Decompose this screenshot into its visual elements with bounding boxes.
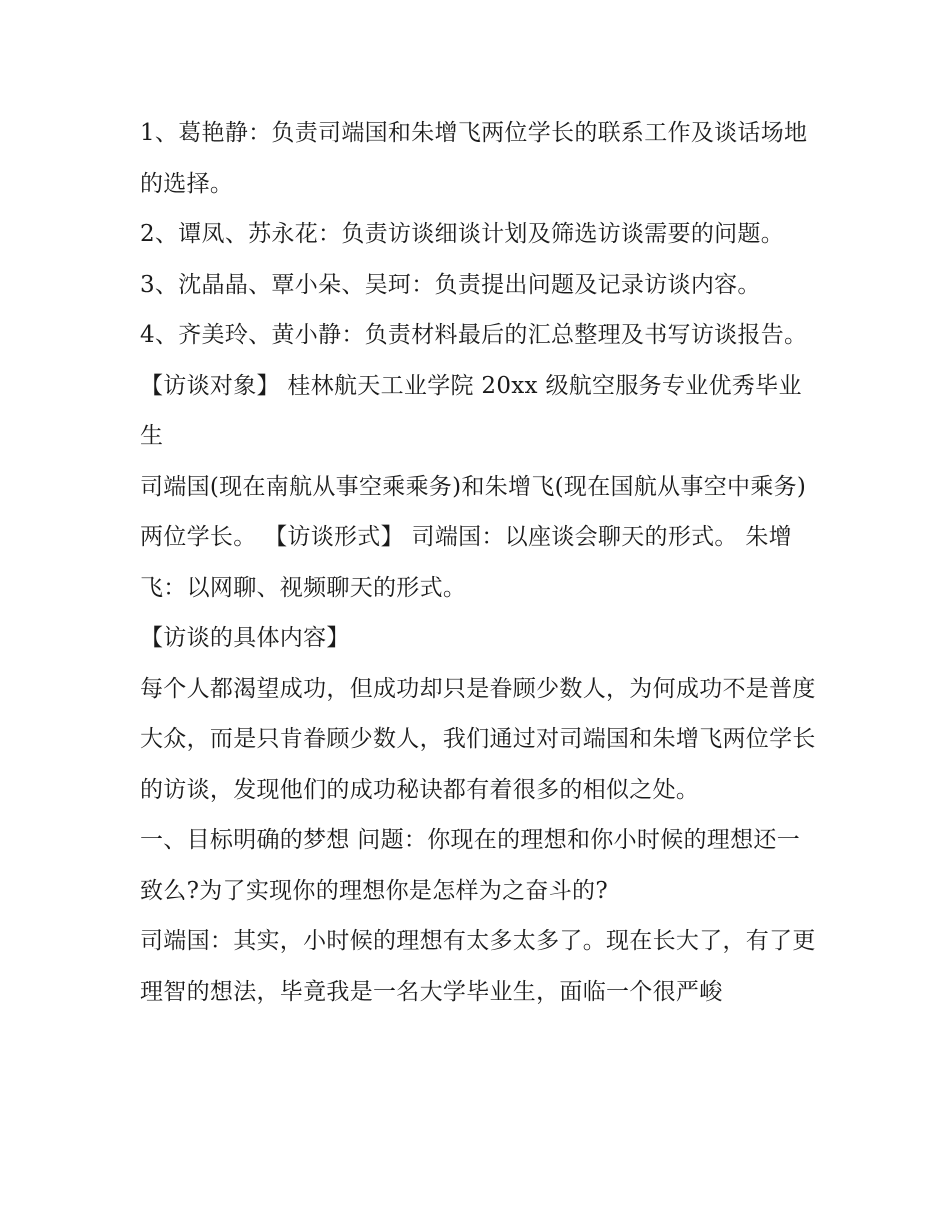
document-body bbox=[140, 108, 820, 1017]
paragraph-section-one-question: 一、目标明确的梦想 问题：你现在的理想和你小时候的理想还一致么?为了实现你的理想你是怎样为之奋斗的? bbox=[140, 827, 801, 904]
section-heading-interview-content: 【访谈的具体内容】 bbox=[140, 625, 350, 651]
paragraph-interview-format: 司端国(现在南航从事空乘乘务)和朱增飞(现在国航从事空中乘务)两位学长。 【访谈形式】 司端国：以座谈会聊天的形式。 朱增飞：以网聊、视频聊天的形式。 bbox=[140, 473, 807, 601]
paragraph-task-division-4-interviewees: 4、齐美玲、黄小静：负责材料最后的汇总整理及书写访谈报告。 【访谈对象】 桂林航天工业学院 20xx 级航空服务专业优秀毕业生 bbox=[140, 322, 808, 449]
paragraph-task-division-1: 1、葛艳静：负责司端国和朱增飞两位学长的联系工作及谈话场地的选择。 bbox=[140, 120, 808, 197]
paragraph-introduction: 每个人都渴望成功，但成功却只是眷顾少数人，为何成功不是普度大众，而是只肯眷顾少数人，我们通过对司端国和朱增飞两位学长的访谈，发现他们的成功秘诀都有着很多的相似之处。 bbox=[140, 675, 816, 803]
paragraph-answer-siduanguo: 司端国：其实，小时候的理想有太多太多了。现在长大了，有了更理智的想法，毕竟我是一名大学毕业生，面临一个很严峻 bbox=[140, 928, 816, 1005]
paragraph-task-division-2-3: 2、谭凤、苏永花：负责访谈细谈计划及筛选访谈需要的问题。 3、沈晶晶、覃小朵、吴珂：负责提出问题及记录访谈内容。 bbox=[140, 221, 785, 298]
